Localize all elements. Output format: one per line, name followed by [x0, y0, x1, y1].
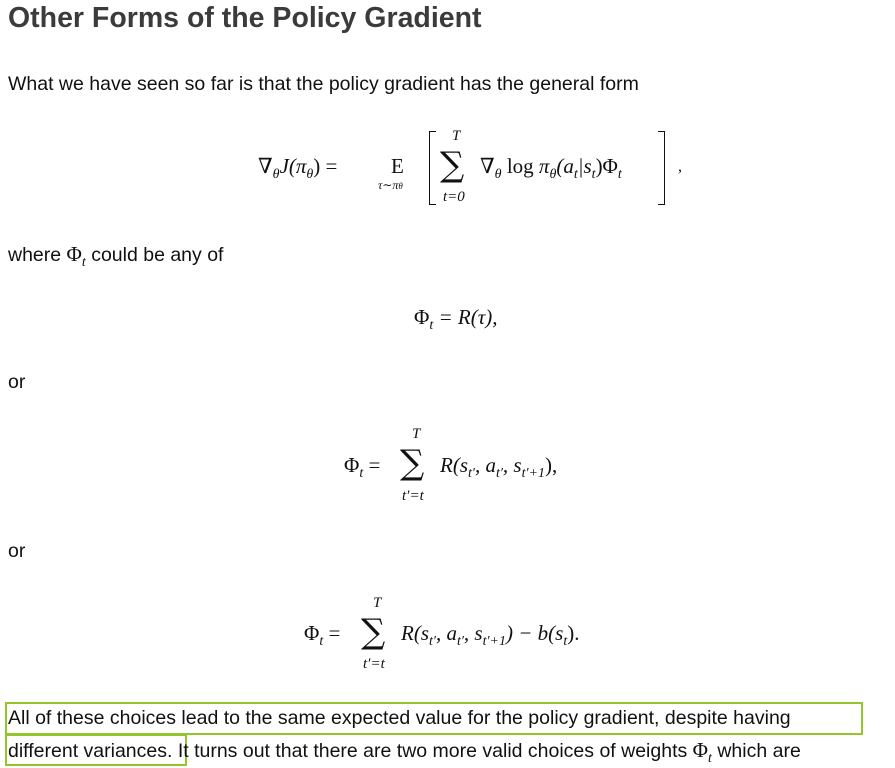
nabla-symbol: ∇ — [258, 154, 273, 178]
sum-symbol: ∑ — [400, 443, 425, 483]
intro-text: What we have seen so far is that the policy gradient has the general form — [8, 73, 639, 95]
right-bracket — [658, 131, 665, 205]
equation-option-1 — [414, 305, 498, 333]
equals-sign: = — [363, 453, 381, 477]
t-prime-sub: t′ — [429, 634, 436, 649]
sum-lower-limit: t=0 — [443, 189, 465, 205]
state-var: , s — [502, 453, 522, 477]
equals-sign: = — [323, 621, 341, 645]
t-sub: t — [81, 255, 86, 270]
conclusion-text: It turns out that there are two more valid choices of weights — [172, 740, 693, 762]
trailing-comma: , — [678, 158, 682, 175]
phi-symbol: Φ — [344, 453, 360, 477]
theta-sub: θ — [306, 167, 314, 182]
where-line — [8, 238, 223, 274]
left-bracket — [429, 131, 436, 205]
log-text: log — [501, 154, 539, 178]
t-sub: t — [573, 167, 578, 182]
theta-sub: θ — [494, 167, 502, 182]
action-var: , a — [435, 621, 457, 645]
equation-option-2-lhs — [344, 453, 381, 481]
t-sub: t — [591, 167, 596, 182]
equation-general-lhs — [258, 154, 338, 182]
phi-symbol: Φ — [66, 242, 82, 266]
pi-symbol: π — [538, 154, 550, 178]
t-sub: t — [429, 318, 434, 333]
phi-symbol: )Φ — [595, 154, 618, 178]
sum-symbol: ∑ — [361, 612, 386, 652]
t-prime-plus-one-sub: t′+1 — [521, 466, 545, 481]
baseline-term: ) − b(s — [506, 621, 564, 645]
sum-upper-limit: T — [373, 595, 382, 611]
state-var: , s — [463, 621, 483, 645]
theta-sub: θ — [549, 167, 557, 182]
close-paren: ). — [567, 621, 580, 645]
phi-symbol: Φ — [304, 621, 320, 645]
reward-fn: R(s — [440, 453, 468, 477]
close-paren: ), — [545, 453, 558, 477]
highlighted-phrase: different variances. — [8, 740, 173, 762]
section-title: Other Forms of the Policy Gradient — [8, 2, 482, 34]
theta-sub: θ — [398, 181, 403, 191]
equals-sign: ) = — [313, 154, 338, 178]
action-var: (a — [556, 154, 574, 178]
t-sub: t — [563, 634, 568, 649]
tau-sim-pi: τ∼π — [378, 178, 399, 192]
nabla-symbol: ∇ — [480, 154, 495, 178]
t-sub: t — [617, 167, 622, 182]
t-prime-plus-one-sub: t′+1 — [482, 634, 506, 649]
t-prime-sub: t′ — [468, 466, 475, 481]
t-sub: t — [359, 466, 364, 481]
where-prefix: where — [8, 244, 67, 266]
t-sub: t — [319, 634, 324, 649]
expectation-subscript — [378, 178, 403, 193]
phi-symbol: Φ — [414, 305, 430, 329]
reward-fn: R(s — [401, 621, 429, 645]
equation-option-2-body — [440, 453, 558, 481]
objective-J: J(π — [279, 154, 307, 178]
theta-sub: θ — [272, 167, 280, 182]
action-var: , a — [474, 453, 496, 477]
expectation-operator: E — [391, 154, 404, 178]
sum-lower-limit: t′=t — [363, 656, 385, 672]
equation-general-body — [480, 154, 622, 182]
sum-lower-limit: t′=t — [402, 488, 424, 504]
t-prime-sub: t′ — [456, 634, 464, 649]
sum-symbol: ∑ — [440, 145, 465, 185]
equation-option-3-lhs — [304, 621, 341, 649]
sum-upper-limit: T — [412, 426, 421, 442]
return-expression: = R(τ), — [433, 305, 498, 329]
conclusion-text-end: which are — [711, 740, 801, 762]
or-text-1: or — [8, 371, 26, 393]
or-text-2: or — [8, 540, 26, 562]
state-var: |s — [577, 154, 592, 178]
conclusion-line-2 — [8, 734, 801, 768]
t-prime-sub: t′ — [495, 466, 503, 481]
conclusion-line-1: All of these choices lead to the same expected value for the policy gradient, despite having — [8, 707, 791, 729]
t-sub: t — [708, 751, 712, 766]
equation-option-3-body — [401, 621, 580, 649]
phi-symbol: Φ — [692, 738, 709, 762]
sum-upper-limit: T — [452, 128, 461, 144]
where-suffix: could be any of — [85, 244, 224, 266]
